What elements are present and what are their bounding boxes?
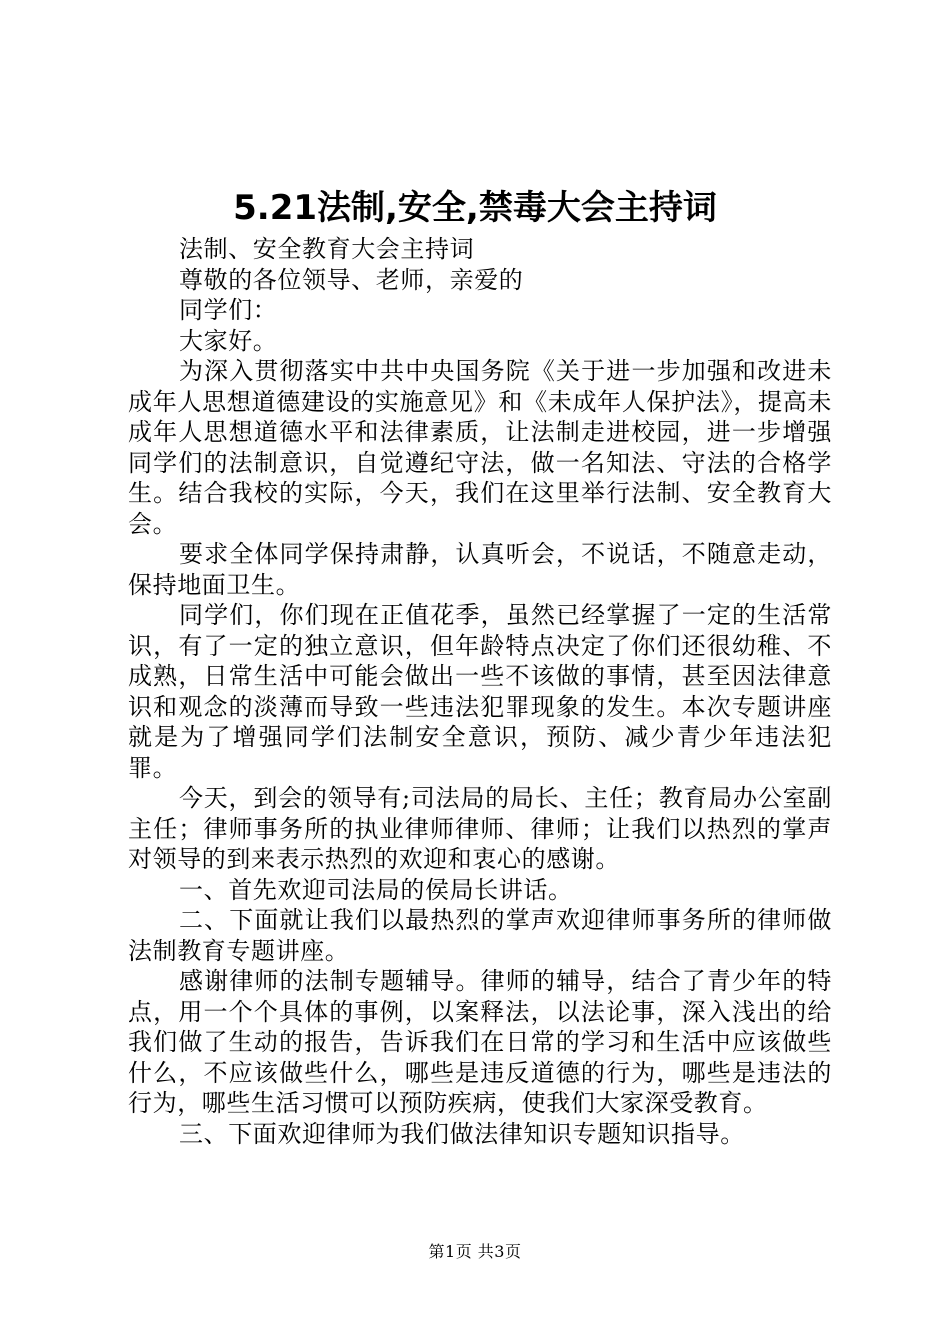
paragraph: 同学们： (179, 296, 278, 324)
paragraph: 法制、安全教育大会主持词 (179, 235, 475, 263)
paragraph: 为深入贯彻落实中共中央国务院《关于进一步加强和改进未成年人思想道德建设的实施意见》和《未成年人保护法》，提高未成年人思想道德水平和法律素质，让法制走进校园，进一步增强同学们的法制意识，自觉遵纪守法，做一名知法、守法的合格学生。结合我校的实际，今天，我们在这里举行法制、安全教育大会。 (128, 357, 832, 538)
paragraph: 三、下面欢迎律师为我们做法律知识专题知识指导。 (179, 1119, 745, 1148)
paragraph: 同学们，你们现在正值花季，虽然已经掌握了一定的生活常识，有了一定的独立意识，但年龄特点决定了你们还很幼稚、不成熟，日常生活中可能会做出一些不该做的事情，甚至因法律意识和观念的淡薄而导致一些违法犯罪现象的发生。本次专题讲座就是为了增强同学们法制安全意识，预防、减少青少年违法犯罪。 (128, 601, 832, 782)
paragraph: 二、下面就让我们以最热烈的掌声欢迎律师事务所的律师做法制教育专题讲座。 (128, 906, 832, 965)
paragraph: 要求全体同学保持肃静，认真听会，不说话，不随意走动，保持地面卫生。 (128, 540, 832, 599)
paragraph: 一、首先欢迎司法局的侯局长讲话。 (179, 875, 573, 904)
paragraph: 感谢律师的法制专题辅导。律师的辅导，结合了青少年的特点，用一个个具体的事例，以案释法，以法论事，深入浅出的给我们做了生动的报告，告诉我们在日常的学习和生活中应该做些什么，不应该做些什么，哪些是违反道德的行为，哪些是违法的行为，哪些生活习惯可以预防疾病，使我们大家深受教育。 (128, 967, 832, 1117)
paragraph: 尊敬的各位领导、老师，亲爱的 (179, 265, 524, 294)
document-title: 5.21法制,安全,禁毒大会主持词 (233, 188, 717, 228)
paragraph: 今天，到会的领导有;司法局的局长、主任；教育局办公室副主任；律师事务所的执业律师律师、律师；让我们以热烈的掌声对领导的到来表示热烈的欢迎和衷心的感谢。 (128, 784, 832, 873)
document-body (128, 234, 832, 1149)
page-footer: 第1页 共3页 (428, 1242, 522, 1261)
paragraph: 大家好。 (179, 326, 278, 355)
